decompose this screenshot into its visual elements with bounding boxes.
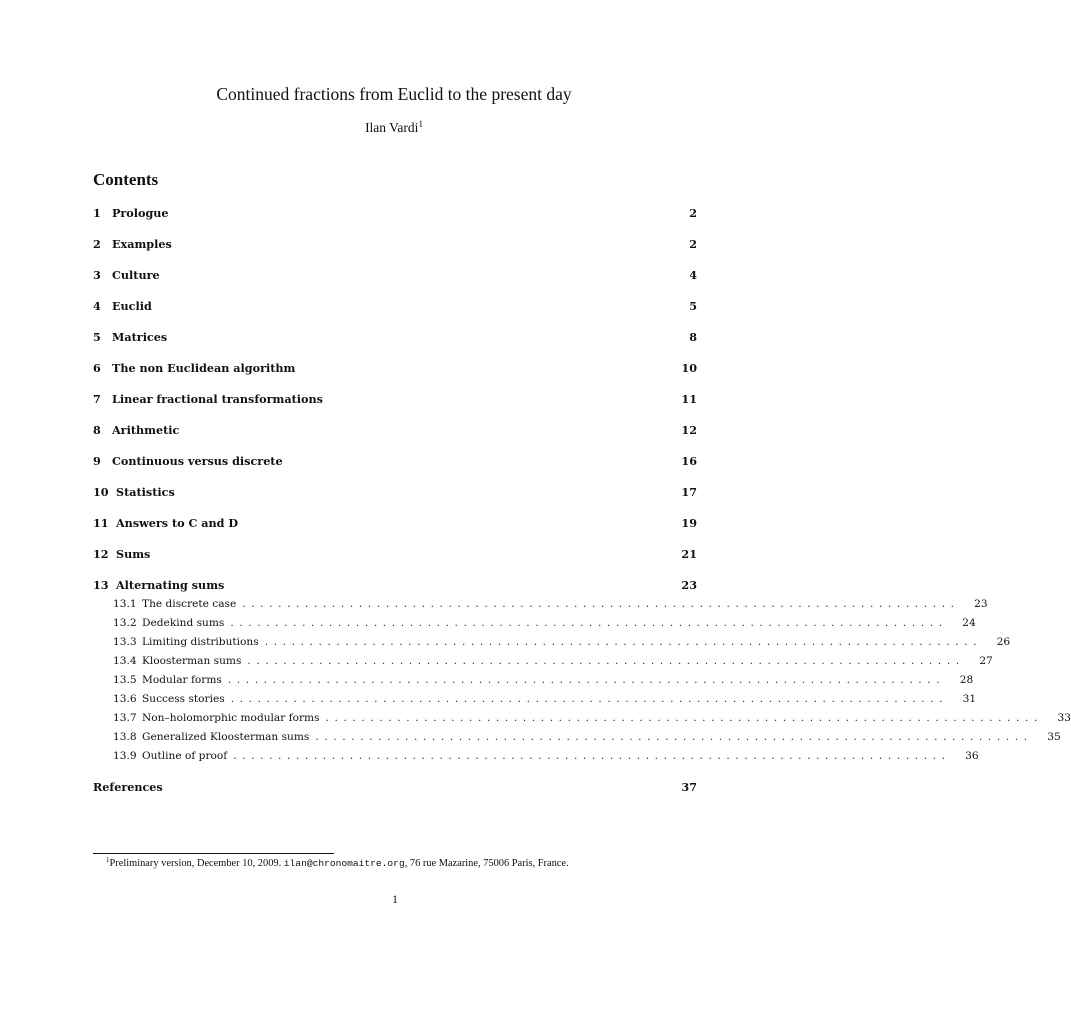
toc-subsection-number: 13.8 <box>113 731 137 743</box>
toc-section-entry[interactable] <box>93 514 697 545</box>
toc-section-number: 7 <box>93 392 101 406</box>
toc-section-label: Culture <box>112 268 160 282</box>
toc-section-label: Answers to C and D <box>116 516 239 530</box>
toc-section-entry[interactable] <box>93 297 697 328</box>
toc-section-number: 3 <box>93 268 101 282</box>
page-number: 1 <box>392 892 398 906</box>
toc-subsection-number: 13.2 <box>113 617 137 629</box>
document-title: Continued fractions from Euclid to the present day <box>216 84 572 104</box>
toc-section-page: 2 <box>689 237 697 251</box>
footnote-text-after: , 76 rue Mazarine, 75006 Paris, France. <box>404 858 569 869</box>
toc-subsection-label: Success stories <box>142 693 225 705</box>
toc-subsection-page: 31 <box>962 693 977 705</box>
toc-subsection-number: 13.7 <box>113 712 137 724</box>
toc-subsection-page: 23 <box>974 598 988 610</box>
toc-subsection-label: Limiting distributions <box>142 636 259 648</box>
toc-subsection-number: 13.3 <box>113 636 137 648</box>
toc-subsection-label: Kloosterman sums <box>142 655 242 667</box>
toc-subsection-entry[interactable] <box>93 690 977 709</box>
toc-subsection-page: 33 <box>1057 712 1071 724</box>
toc-subsection-label: Modular forms <box>142 674 222 686</box>
toc-section-number: 4 <box>93 299 101 313</box>
toc-section-label: Examples <box>112 237 172 251</box>
toc-section-page: 5 <box>689 299 697 313</box>
toc-subsection-page: 28 <box>959 674 974 686</box>
toc-section-number: 1 <box>93 206 101 220</box>
toc-leader-dots: ................................................................................ <box>242 598 960 610</box>
toc-section-page: 23 <box>681 578 697 592</box>
toc-subsection-number: 13.9 <box>113 750 137 762</box>
toc-section-label: Linear fractional transformations <box>112 392 323 406</box>
toc-subsection-entry[interactable] <box>93 728 1061 747</box>
toc-section-page: 2 <box>689 206 697 220</box>
contents-heading: Contents <box>93 170 159 189</box>
toc-section-number: 6 <box>93 361 101 375</box>
toc-subsection-page: 35 <box>1047 731 1061 743</box>
toc-leader-dots: ................................................................................ <box>230 693 949 705</box>
toc-section-page: 10 <box>681 361 697 375</box>
toc-section-label: The non Euclidean algorithm <box>112 361 296 375</box>
toc-subsection-entry[interactable] <box>93 747 979 766</box>
toc-subsection-label: Non–holomorphic modular forms <box>142 712 320 724</box>
toc-subsection-entry[interactable] <box>93 652 993 671</box>
toc-leader-dots: ................................................................................ <box>230 617 948 629</box>
toc-section-label: Statistics <box>116 485 175 499</box>
footnote-text-before: Preliminary version, December 10, 2009. <box>109 858 284 869</box>
toc-subsection-entry[interactable] <box>93 709 1071 728</box>
toc-section-entry[interactable] <box>93 235 697 266</box>
toc-section-page: 17 <box>681 485 697 499</box>
toc-leader-dots: ................................................................................ <box>227 674 946 686</box>
toc-section-number: 10 <box>93 485 109 499</box>
toc-subsection-label: Generalized Kloosterman sums <box>142 731 310 743</box>
toc-section-label: Matrices <box>112 330 168 344</box>
toc-subsection-page: 24 <box>962 617 976 629</box>
toc-references-label: References <box>93 780 163 794</box>
toc-section-entry[interactable] <box>93 328 697 359</box>
toc-references-page: 37 <box>681 780 697 794</box>
toc-section-entry[interactable] <box>93 421 697 452</box>
footnote <box>106 856 569 869</box>
toc-section-entry[interactable] <box>93 266 697 297</box>
toc-section-entry[interactable] <box>93 204 697 235</box>
toc-section-label: Euclid <box>112 299 152 313</box>
toc-subsection-number: 13.6 <box>113 693 137 705</box>
toc-section-number: 12 <box>93 547 109 561</box>
toc-leader-dots: ................................................................................ <box>264 636 983 648</box>
toc-section-label: Arithmetic <box>112 423 180 437</box>
author-name: Ilan Vardi <box>365 120 419 135</box>
toc-section-label: Alternating sums <box>116 578 225 592</box>
toc-subsection-number: 13.1 <box>113 598 137 610</box>
toc-subsection-entry[interactable] <box>93 671 974 690</box>
toc-section-entry[interactable] <box>93 359 697 390</box>
toc-section-number: 11 <box>93 516 109 530</box>
toc-subsection-page: 26 <box>996 636 1011 648</box>
toc-section-entry[interactable] <box>93 390 697 421</box>
toc-section-entry[interactable] <box>93 452 697 483</box>
toc-section-page: 4 <box>689 268 697 282</box>
toc-subsection-label: The discrete case <box>142 598 237 610</box>
toc-section-page: 16 <box>681 454 697 468</box>
toc-subsection-page: 36 <box>965 750 979 762</box>
toc-subsection-page: 27 <box>979 655 993 667</box>
footnote-mark: 1 <box>106 856 110 864</box>
toc-leader-dots: ................................................................................ <box>325 712 1043 724</box>
toc-section-entry[interactable] <box>93 545 697 576</box>
toc-section-label: Prologue <box>112 206 169 220</box>
footnote-email[interactable]: ilan@chronomaitre.org <box>283 858 405 869</box>
toc-leader-dots: ................................................................................ <box>247 655 965 667</box>
toc-section-number: 13 <box>93 578 109 592</box>
toc-section-entry[interactable] <box>93 576 697 595</box>
toc-section-number: 9 <box>93 454 101 468</box>
footnote-rule <box>93 853 334 854</box>
toc-references-entry[interactable] <box>93 778 697 797</box>
toc-subsection-number: 13.5 <box>113 674 137 686</box>
toc-section-page: 19 <box>681 516 697 530</box>
toc-section-page: 21 <box>681 547 697 561</box>
toc-section-page: 11 <box>681 392 697 406</box>
toc-section-label: Continuous versus discrete <box>112 454 283 468</box>
table-of-contents <box>93 204 1071 797</box>
toc-leader-dots: ................................................................................ <box>233 750 951 762</box>
toc-section-entry[interactable] <box>93 483 697 514</box>
toc-section-number: 8 <box>93 423 101 437</box>
toc-subsection-label: Dedekind sums <box>142 617 225 629</box>
toc-subsection-entry[interactable] <box>93 614 976 633</box>
document-author <box>0 119 788 136</box>
toc-section-number: 2 <box>93 237 101 251</box>
toc-section-label: Sums <box>116 547 151 561</box>
toc-section-page: 8 <box>689 330 697 344</box>
toc-section-number: 5 <box>93 330 101 344</box>
toc-subsection-entry[interactable] <box>93 595 988 614</box>
author-footnote-mark: 1 <box>418 119 423 129</box>
toc-subsection-number: 13.4 <box>113 655 137 667</box>
toc-subsection-entry[interactable] <box>93 633 1011 652</box>
toc-section-page: 12 <box>681 423 697 437</box>
toc-subsection-label: Outline of proof <box>142 750 228 762</box>
toc-leader-dots: ................................................................................ <box>315 731 1033 743</box>
